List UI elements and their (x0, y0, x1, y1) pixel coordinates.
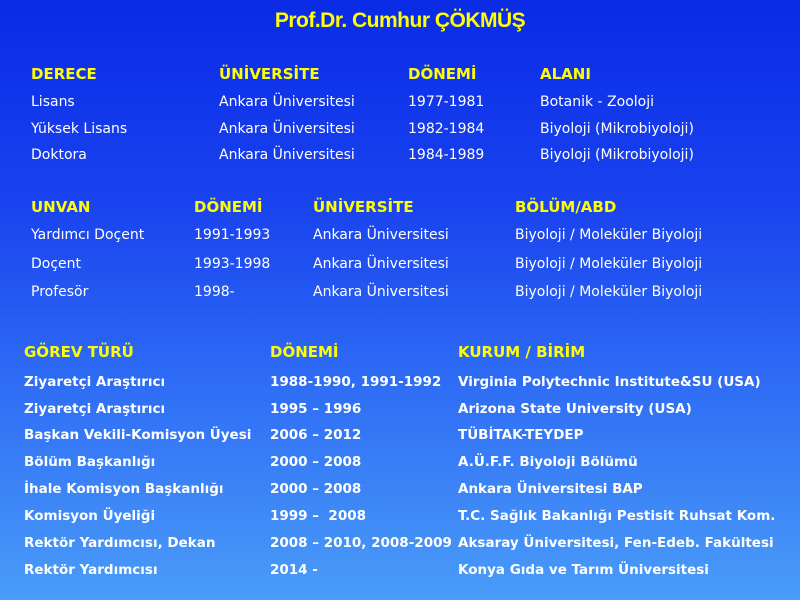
field-cell: Botanik - Zooloji (540, 94, 655, 110)
university-cell: Ankara Üniversitesi (219, 94, 355, 110)
column-header-field: ALANI (540, 65, 591, 83)
period-cell: 1998- (194, 284, 235, 300)
duty-type-cell: Başkan Vekili-Komisyon Üyesi (24, 427, 252, 443)
table-row (0, 533, 800, 553)
university-cell: Ankara Üniversitesi (219, 121, 355, 137)
table-row (0, 119, 800, 139)
table-row (0, 92, 800, 112)
institution-cell: Virginia Polytechnic Institute&SU (USA) (458, 374, 761, 390)
table-row (0, 225, 800, 245)
department-cell: Biyoloji / Moleküler Biyoloji (515, 227, 703, 243)
period-cell: 1984-1989 (408, 147, 485, 163)
duties-header-row (0, 342, 800, 362)
period-cell: 1991-1993 (194, 227, 271, 243)
institution-cell: A.Ü.F.F. Biyoloji Bölümü (458, 454, 638, 470)
duty-type-cell: Ziyaretçi Araştırıcı (24, 374, 166, 390)
period-cell: 1982-1984 (408, 121, 485, 137)
period-cell: 1977-1981 (408, 94, 485, 110)
period-cell: 2000 – 2008 (270, 481, 362, 497)
column-header-period: DÖNEMİ (270, 343, 339, 361)
column-header-university: ÜNİVERSİTE (219, 65, 320, 83)
duty-type-cell: Rektör Yardımcısı (24, 562, 158, 578)
title-cell: Yardımcı Doçent (31, 227, 145, 243)
field-cell: Biyoloji (Mikrobiyoloji) (540, 147, 694, 163)
table-row (0, 145, 800, 165)
table-row (0, 372, 800, 392)
institution-cell: Ankara Üniversitesi BAP (458, 481, 643, 497)
institution-cell: T.C. Sağlık Bakanlığı Pestisit Ruhsat Kom. (458, 508, 776, 524)
degree-cell: Yüksek Lisans (31, 121, 128, 137)
period-cell: 2006 – 2012 (270, 427, 362, 443)
column-header-department: BÖLÜM/ABD (515, 198, 617, 216)
period-cell: 1988-1990, 1991-1992 (270, 374, 442, 390)
table-row (0, 506, 800, 526)
institution-cell: Konya Gıda ve Tarım Üniversitesi (458, 562, 709, 578)
university-cell: Ankara Üniversitesi (313, 284, 449, 300)
title-cell: Profesör (31, 284, 89, 300)
table-row (0, 282, 800, 302)
period-cell: 2014 - (270, 562, 318, 578)
table-row (0, 452, 800, 472)
institution-cell: TÜBİTAK-TEYDEP (458, 427, 584, 443)
duty-type-cell: İhale Komisyon Başkanlığı (24, 481, 224, 497)
column-header-degree: DERECE (31, 65, 97, 83)
table-row (0, 560, 800, 580)
period-cell: 1999 – 2008 (270, 508, 366, 524)
degree-cell: Lisans (31, 94, 75, 110)
field-cell: Biyoloji (Mikrobiyoloji) (540, 121, 694, 137)
education-header-row (0, 64, 800, 84)
institution-cell: Aksaray Üniversitesi, Fen-Edeb. Fakültesi (458, 535, 774, 551)
column-header-university: ÜNİVERSİTE (313, 198, 414, 216)
duty-type-cell: Komisyon Üyeliği (24, 508, 156, 524)
period-cell: 2008 – 2010, 2008-2009 (270, 535, 452, 551)
duty-type-cell: Bölüm Başkanlığı (24, 454, 156, 470)
column-header-period: DÖNEMİ (194, 198, 263, 216)
duty-type-cell: Ziyaretçi Araştırıcı (24, 401, 166, 417)
table-row (0, 425, 800, 445)
period-cell: 1993-1998 (194, 256, 271, 272)
university-cell: Ankara Üniversitesi (313, 227, 449, 243)
university-cell: Ankara Üniversitesi (219, 147, 355, 163)
titles-header-row (0, 197, 800, 217)
table-row (0, 479, 800, 499)
period-cell: 1995 – 1996 (270, 401, 362, 417)
title-cell: Doçent (31, 256, 82, 272)
column-header-period: DÖNEMİ (408, 65, 477, 83)
period-cell: 2000 – 2008 (270, 454, 362, 470)
table-row (0, 254, 800, 274)
department-cell: Biyoloji / Moleküler Biyoloji (515, 256, 703, 272)
duty-type-cell: Rektör Yardımcısı, Dekan (24, 535, 216, 551)
column-header-duty-type: GÖREV TÜRÜ (24, 343, 134, 361)
degree-cell: Doktora (31, 147, 87, 163)
university-cell: Ankara Üniversitesi (313, 256, 449, 272)
page-title: Prof.Dr. Cumhur ÇÖKMÜŞ (274, 9, 526, 32)
department-cell: Biyoloji / Moleküler Biyoloji (515, 284, 703, 300)
institution-cell: Arizona State University (USA) (458, 401, 692, 417)
table-row (0, 399, 800, 419)
column-header-title: UNVAN (31, 198, 91, 216)
column-header-institution: KURUM / BİRİM (458, 343, 586, 361)
